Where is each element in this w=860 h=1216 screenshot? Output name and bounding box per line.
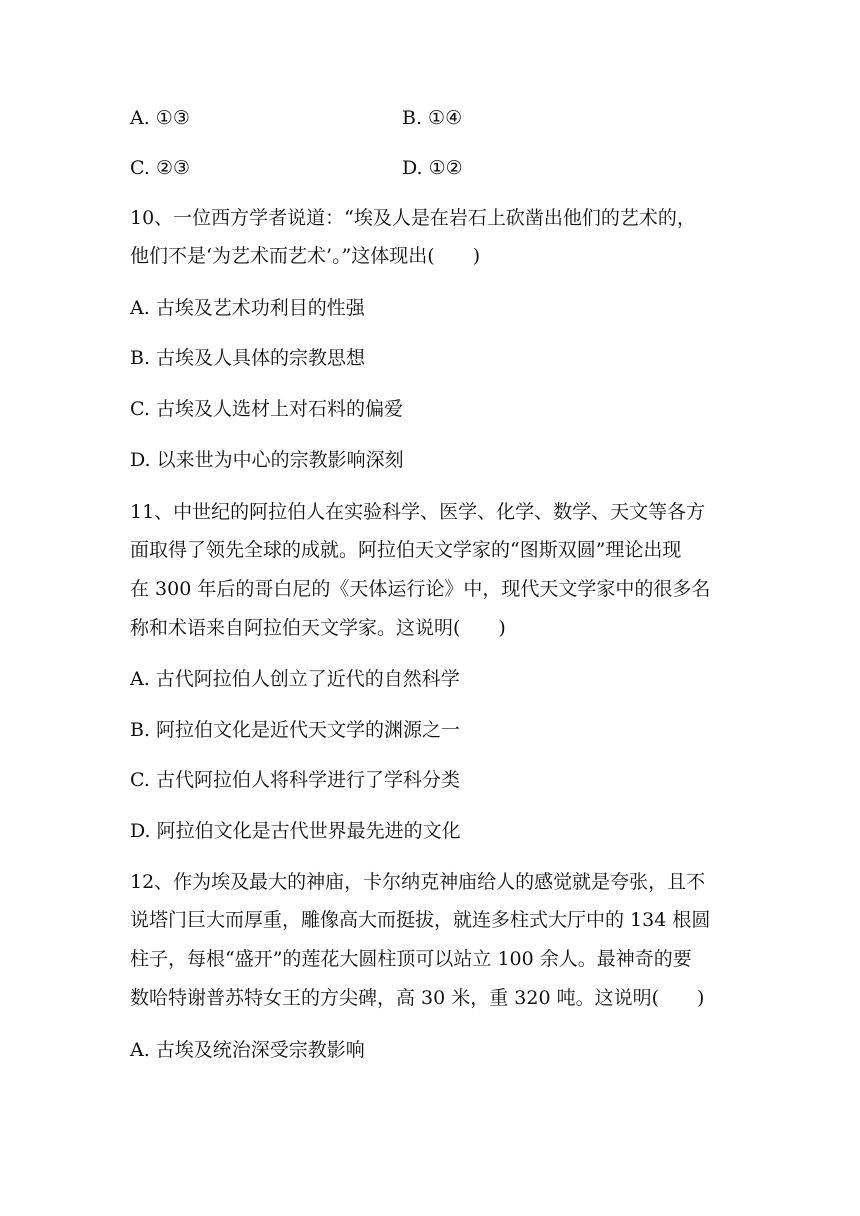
- q9-option-row-1: [130, 106, 463, 130]
- q9-option-a: A. ①③: [130, 107, 190, 129]
- q12-stem-line-4: 数哈特谢普苏特女王的方尖碑，高 30 米，重 320 吨。这说明( ): [130, 987, 705, 1009]
- q11-option-a: A. 古代阿拉伯人创立了近代的自然科学: [130, 668, 460, 690]
- q9-option-row-2: [130, 156, 463, 180]
- q9-option-b: B. ①④: [402, 107, 463, 129]
- q10-option-b: B. 古埃及人具体的宗教思想: [130, 347, 366, 369]
- q11-option-d: D. 阿拉伯文化是古代世界最先进的文化: [130, 820, 461, 842]
- q12-option-a: A. 古埃及统治深受宗教影响: [130, 1039, 365, 1061]
- q10-option-c: C. 古埃及人选材上对石料的偏爱: [130, 398, 403, 420]
- q12-stem-line-1: 12、作为埃及最大的神庙，卡尔纳克神庙给人的感觉就是夸张，且不: [130, 871, 706, 893]
- q10-option-d: D. 以来世为中心的宗教影响深刻: [130, 449, 404, 471]
- q11-stem-line-4: 称和术语来自阿拉伯天文学家。这说明( ): [130, 617, 506, 639]
- q9-option-c: C. ②③: [130, 157, 191, 179]
- q11-stem-line-2: 面取得了领先全球的成就。阿拉伯天文学家的“图斯双圆”理论出现: [130, 539, 682, 561]
- q9-option-d: D. ①②: [402, 157, 463, 179]
- q11-stem-line-3: 在 300 年后的哥白尼的《天体运行论》中，现代天文学家中的很多名: [130, 578, 711, 600]
- q11-stem-line-1: 11、中世纪的阿拉伯人在实验科学、医学、化学、数学、天文等各方: [130, 501, 706, 523]
- q11-option-b: B. 阿拉伯文化是近代天文学的渊源之一: [130, 719, 461, 741]
- q11-option-c: C. 古代阿拉伯人将科学进行了学科分类: [130, 769, 460, 791]
- q10-stem-line-2: 他们不是‘为艺术而艺术’。”这体现出( ): [130, 245, 481, 267]
- q12-stem-line-2: 说塔门巨大而厚重，雕像高大而挺拔，就连多柱式大厅中的 134 根圆: [130, 909, 711, 931]
- q10-option-a: A. 古埃及艺术功利目的性强: [130, 297, 365, 319]
- q10-stem-line-1: 10、一位西方学者说道：“埃及人是在岩石上砍凿出他们的艺术的，: [130, 207, 696, 229]
- q12-stem-line-3: 柱子，每根“盛开”的莲花大圆柱顶可以站立 100 余人。最神奇的要: [130, 948, 692, 970]
